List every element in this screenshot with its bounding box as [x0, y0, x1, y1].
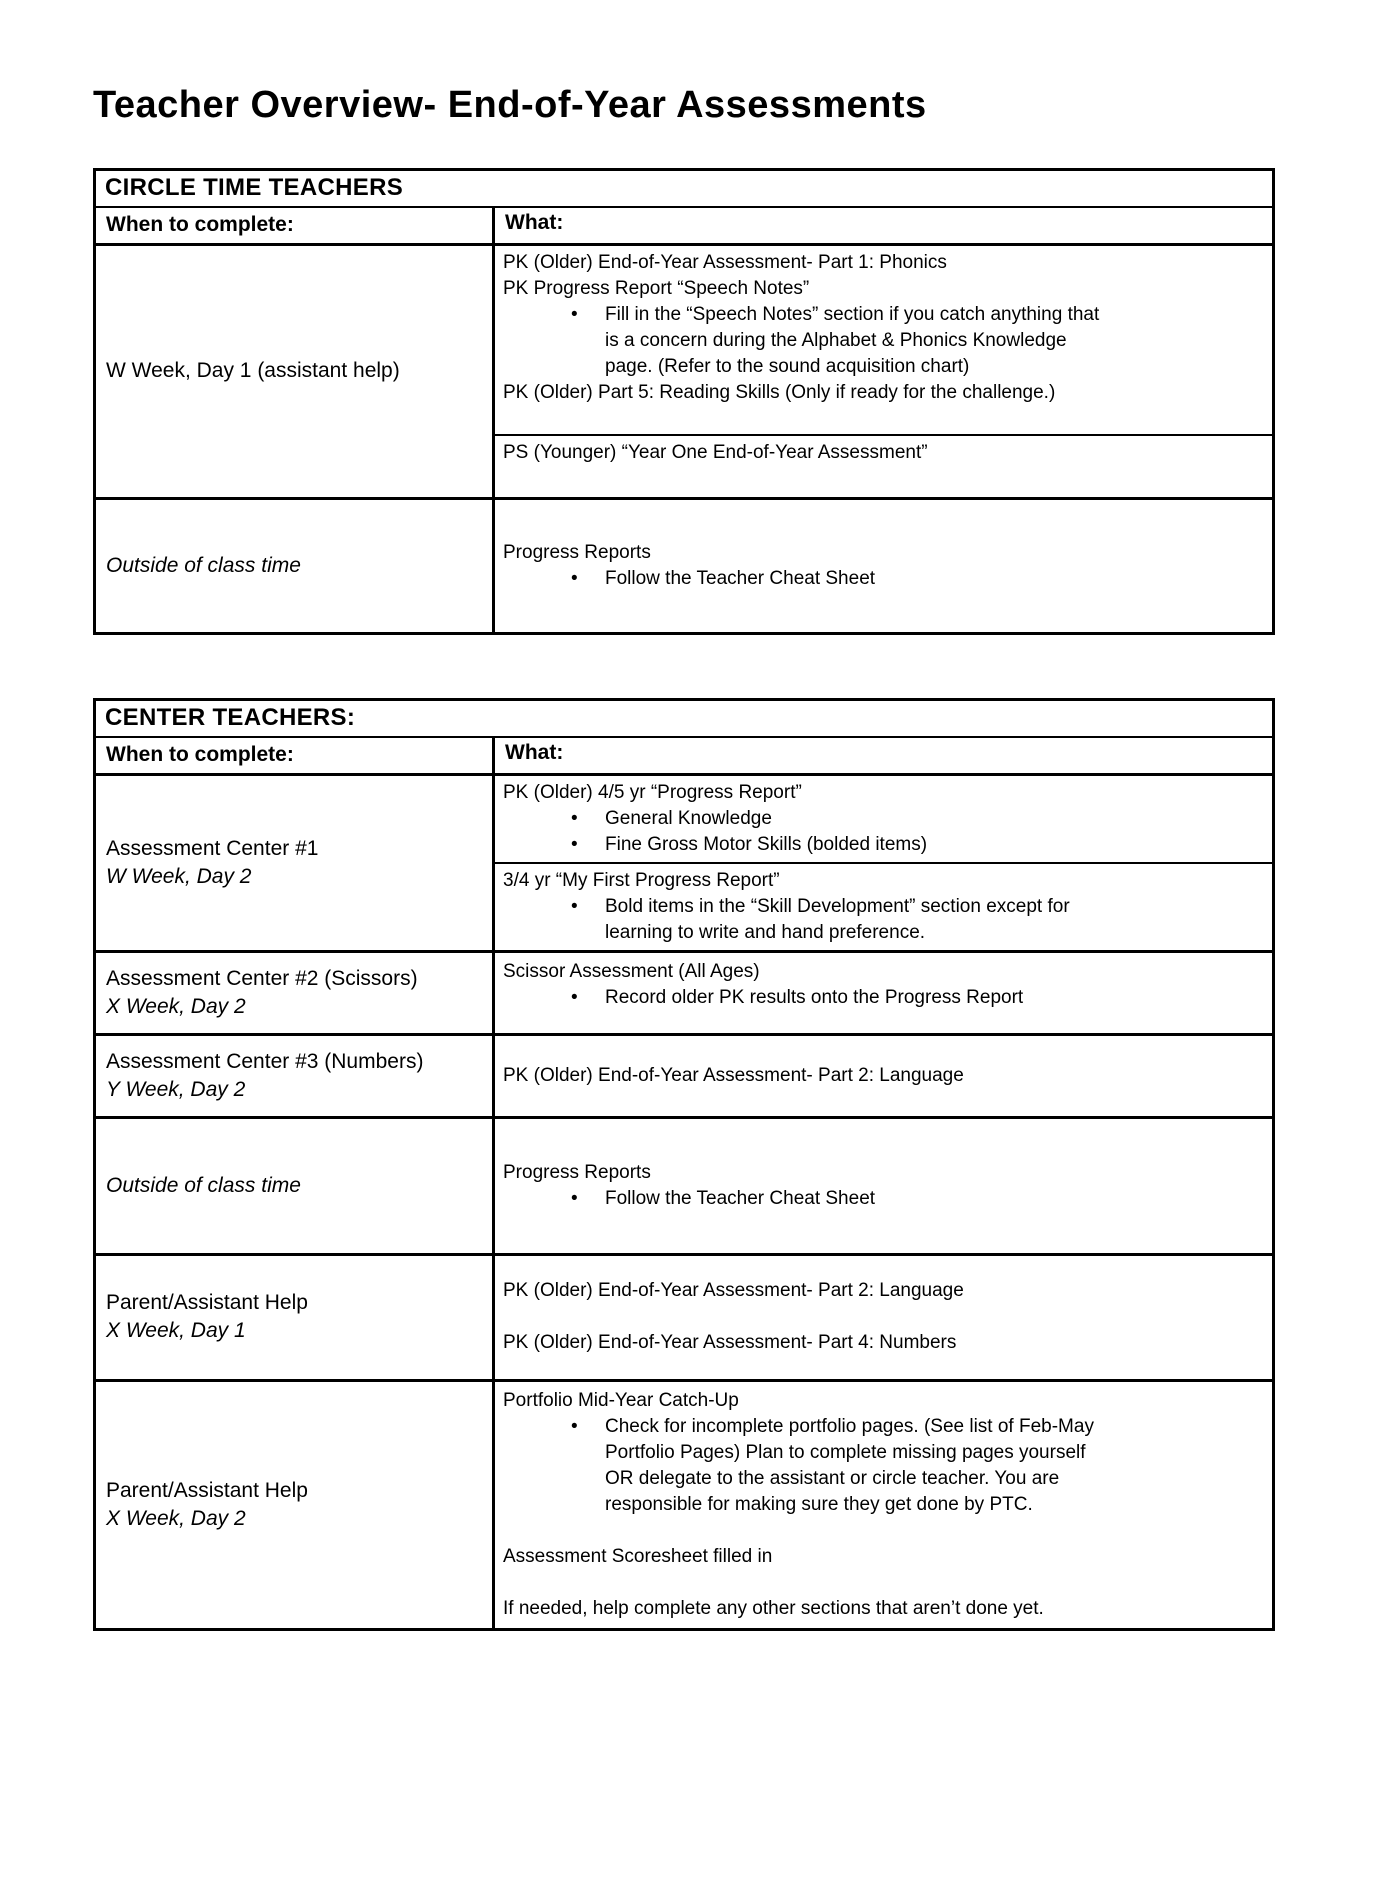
what-line: PS (Younger) “Year One End-of-Year Assessment” — [503, 441, 928, 463]
center-row2-when-cell — [96, 953, 495, 1033]
what-line: 3/4 yr “My First Progress Report” — [503, 869, 780, 891]
bullet-text: Follow the Teacher Cheat Sheet — [605, 1187, 876, 1209]
when-text: Assessment Center #3 (Numbers) — [106, 1049, 424, 1073]
what-subcell-pk — [495, 246, 1272, 434]
circle-what-header: What: — [505, 210, 564, 234]
center-row-parent-help-day2 — [96, 1379, 1272, 1628]
center-table-column-header-row — [96, 738, 1272, 776]
bullet-icon — [571, 1414, 605, 1440]
bullet-text: Fill in the “Speech Notes” section if you catch anything that is a concern during the Alphabet & Phonics Knowledge page. (Refer to the sound acquisition chart) — [605, 303, 1100, 377]
center-row4-what-cell — [495, 1119, 1272, 1253]
bullet-text: Follow the Teacher Cheat Sheet — [605, 567, 876, 589]
circle-row-wweek-what-cell — [495, 246, 1272, 497]
when-text: Parent/Assistant Help — [106, 1478, 308, 1502]
bullet-item — [503, 1186, 1262, 1212]
bullet-icon — [571, 1186, 605, 1212]
page-title: Teacher Overview- End-of-Year Assessments — [93, 84, 927, 126]
circle-row-outside-what-cell — [495, 500, 1272, 632]
circle-when-header: When to complete: — [96, 208, 495, 243]
circle-row-wweek-when-cell — [96, 246, 495, 497]
bullet-icon — [571, 832, 605, 858]
when-text-italic: X Week, Day 2 — [106, 1506, 246, 1530]
when-text: Outside of class time — [106, 553, 301, 577]
what-line: PK (Older) End-of-Year Assessment- Part 2: Language — [503, 1280, 964, 1302]
what-line: PK (Older) Part 5: Reading Skills (Only if ready for the challenge.) — [503, 381, 1056, 403]
center-row4-when-cell — [96, 1119, 495, 1253]
when-text: Outside of class time — [106, 1173, 301, 1197]
what-subcell-pk-progress — [495, 776, 1272, 862]
when-text: Assessment Center #2 (Scissors) — [106, 966, 418, 990]
center-row1-when-cell — [96, 776, 495, 950]
bullet-item — [503, 1414, 1262, 1518]
center-when-header: When to complete: — [96, 738, 495, 773]
what-line: Progress Reports — [503, 1161, 651, 1183]
when-text-italic: W Week, Day 2 — [106, 864, 252, 888]
center-row5-what-cell — [495, 1256, 1272, 1379]
bullet-icon — [571, 894, 605, 920]
what-line: PK (Older) End-of-Year Assessment- Part 4: Numbers — [503, 1332, 957, 1354]
bullet-item — [503, 566, 1262, 592]
center-row3-when-cell — [96, 1036, 495, 1116]
bullet-icon — [571, 302, 605, 328]
what-line: Portfolio Mid-Year Catch-Up — [503, 1389, 739, 1411]
what-line: PK (Older) End-of-Year Assessment- Part 1: Phonics — [503, 251, 947, 273]
when-text-italic: X Week, Day 1 — [106, 1319, 246, 1343]
circle-row-outside-class — [96, 497, 1272, 632]
bullet-icon — [571, 806, 605, 832]
bullet-icon — [571, 566, 605, 592]
bullet-item — [503, 302, 1262, 380]
what-line: PK Progress Report “Speech Notes” — [503, 277, 810, 299]
center-row-parent-help-day1 — [96, 1253, 1272, 1379]
when-text-italic: Y Week, Day 2 — [106, 1077, 246, 1101]
center-row6-when-cell — [96, 1382, 495, 1628]
center-what-header: What: — [505, 740, 564, 764]
circle-table-section-header: CIRCLE TIME TEACHERS — [96, 171, 1272, 208]
bullet-text: Fine Gross Motor Skills (bolded items) — [605, 833, 928, 855]
bullet-item — [503, 894, 1262, 946]
bullet-text: General Knowledge — [605, 807, 772, 829]
what-subcell-34yr-progress — [495, 862, 1272, 950]
what-subcell-ps — [495, 434, 1272, 497]
center-row-assessment-center-2 — [96, 950, 1272, 1033]
center-row-assessment-center-1 — [96, 776, 1272, 950]
center-row3-what-cell — [495, 1036, 1272, 1116]
what-line: PK (Older) 4/5 yr “Progress Report” — [503, 781, 802, 803]
bullet-icon — [571, 985, 605, 1011]
bullet-item — [503, 985, 1262, 1011]
circle-row-outside-when-cell — [96, 500, 495, 632]
center-row1-what-cell — [495, 776, 1272, 950]
bullet-item — [503, 806, 1262, 832]
bullet-text: Bold items in the “Skill Development” section except for learning to write and hand preference. — [605, 895, 1070, 943]
center-row6-what-cell — [495, 1382, 1272, 1628]
bullet-text: Record older PK results onto the Progress Report — [605, 986, 1024, 1008]
what-line: PK (Older) End-of-Year Assessment- Part 2: Language — [503, 1064, 964, 1086]
center-row2-what-cell — [495, 953, 1272, 1033]
when-text: Parent/Assistant Help — [106, 1291, 308, 1315]
what-line: Assessment Scoresheet filled in — [503, 1545, 773, 1567]
center-row5-when-cell — [96, 1256, 495, 1379]
center-table-section-header: CENTER TEACHERS: — [96, 701, 1272, 738]
circle-table-column-header-row — [96, 208, 1272, 246]
center-teachers-table — [93, 698, 1275, 1631]
bullet-item — [503, 832, 1262, 858]
when-text: Assessment Center #1 — [106, 836, 319, 860]
bullet-text: Check for incomplete portfolio pages. (See list of Feb-May Portfolio Pages) Plan to complete missing pages yourself OR delegate to the assistant or circle teacher. You are responsible for making sure they get done by PTC. — [605, 1415, 1094, 1515]
circle-time-teachers-table — [93, 168, 1275, 635]
center-row-outside-class — [96, 1116, 1272, 1253]
what-line: If needed, help complete any other sections that aren’t done yet. — [503, 1597, 1044, 1619]
center-row-assessment-center-3 — [96, 1033, 1272, 1116]
when-text: W Week, Day 1 (assistant help) — [106, 359, 400, 383]
circle-row-wweek — [96, 246, 1272, 497]
what-line: Progress Reports — [503, 541, 651, 563]
what-line: Scissor Assessment (All Ages) — [503, 960, 760, 982]
when-text-italic: X Week, Day 2 — [106, 994, 246, 1018]
